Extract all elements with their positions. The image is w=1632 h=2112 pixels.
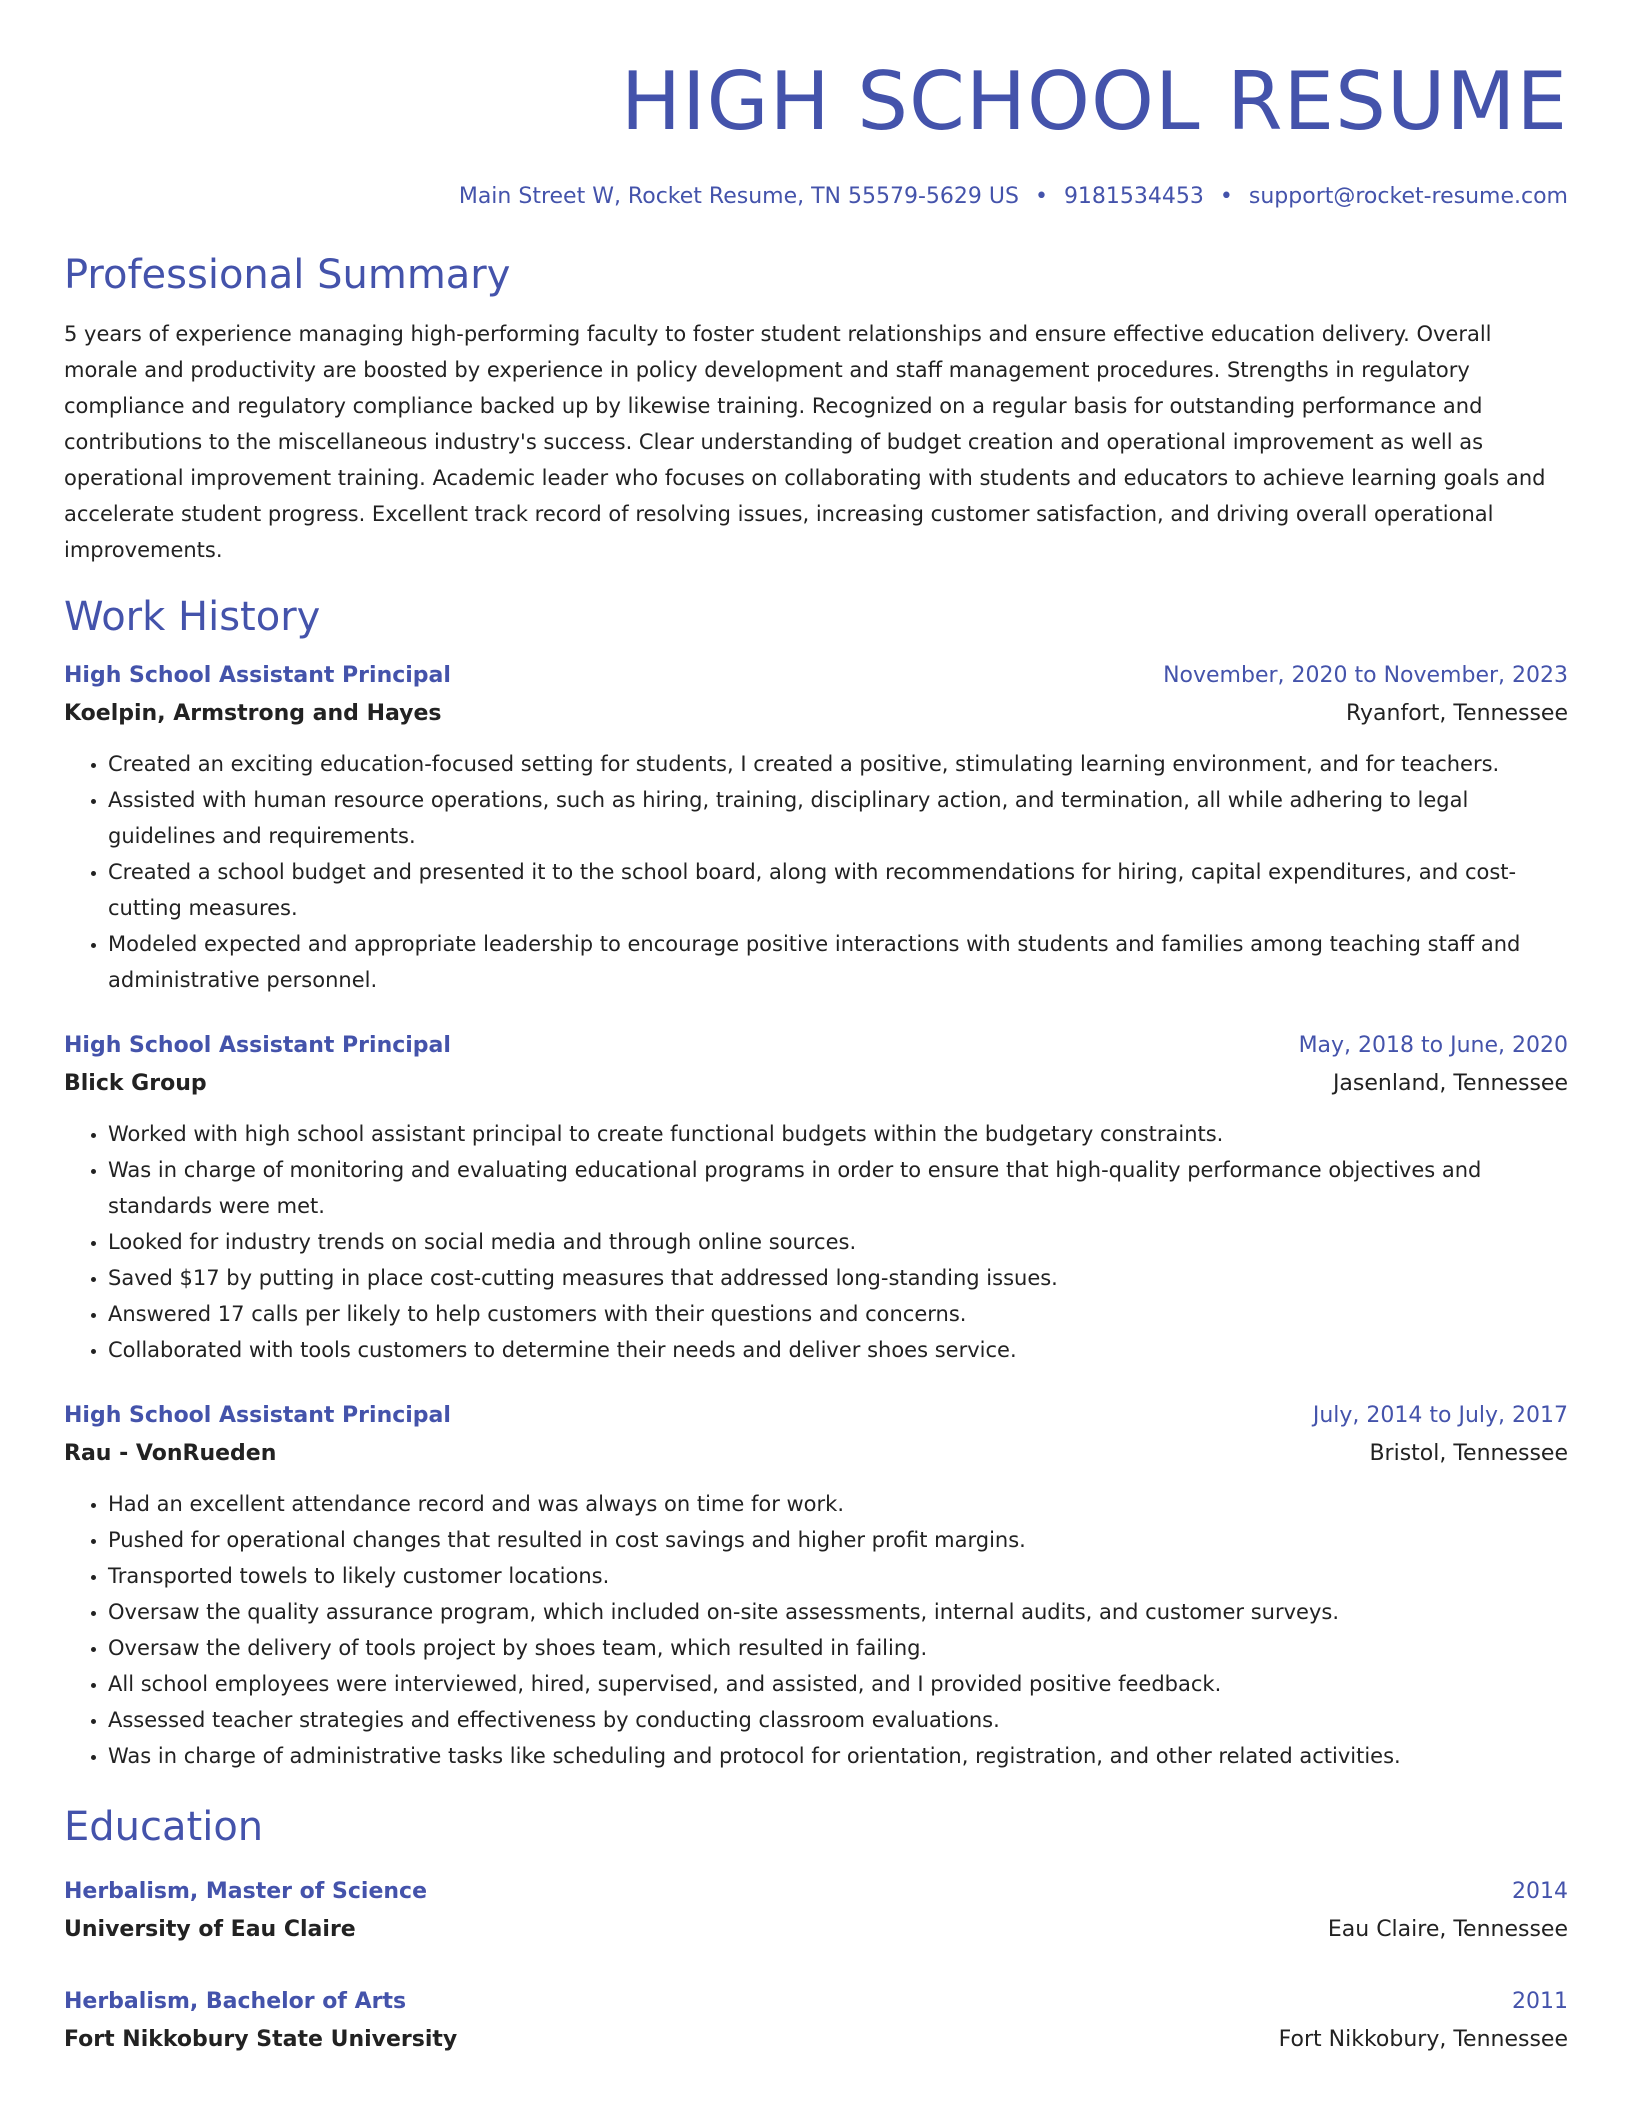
- job-bullet: • Created an exciting education-focused setting for students, I created a positive, stimulating learning environment, and for teachers.: [108, 746, 1568, 782]
- job-bullets: [64, 746, 1568, 998]
- work-history-heading: Work History: [64, 594, 321, 640]
- contact-separator: •: [1219, 184, 1233, 209]
- contact-email[interactable]: support@rocket-resume.com: [1248, 184, 1568, 209]
- summary-heading: Professional Summary: [64, 252, 511, 298]
- education-degree: Herbalism, Bachelor of Arts: [64, 1989, 407, 2014]
- job-location: Jasenland, Tennessee: [1332, 1071, 1568, 1096]
- job-title: High School Assistant Principal: [64, 663, 451, 688]
- job-location: Ryanfort, Tennessee: [1345, 701, 1568, 726]
- job-bullet: • Had an excellent attendance record and was always on time for work.: [108, 1486, 1568, 1522]
- education-year: 2011: [1512, 1989, 1568, 2014]
- job-company-row: [64, 1434, 1568, 1474]
- job-header-row: [64, 1028, 1568, 1064]
- job-bullets: [64, 1486, 1568, 1774]
- job-entry: [64, 1028, 1568, 1368]
- education-entry: [64, 1874, 1568, 1950]
- contact-line: [64, 182, 1568, 212]
- job-company: Rau - VonRueden: [64, 1441, 277, 1466]
- work-history-section: [64, 592, 1568, 1774]
- job-bullet: • Oversaw the quality assurance program, which included on-site assessments, internal audits, and customer surveys.: [108, 1594, 1568, 1630]
- job-company-row: [64, 694, 1568, 734]
- job-entry: [64, 658, 1568, 998]
- job-bullet: • Pushed for operational changes that resulted in cost savings and higher profit margins.: [108, 1522, 1568, 1558]
- education-school-row: [64, 2020, 1568, 2060]
- resume-title: HIGH SCHOOL RESUME: [620, 55, 1568, 148]
- contact-phone: 9181534453: [1063, 184, 1204, 209]
- education-school-row: [64, 1910, 1568, 1950]
- contact-address: Main Street W, Rocket Resume, TN 55579-5629 US: [458, 184, 1019, 209]
- job-company-row: [64, 1064, 1568, 1104]
- job-bullet: • Assisted with human resource operations, such as hiring, training, disciplinary action, and termination, all while adhering to legal guidelines and requirements.: [108, 782, 1568, 854]
- resume-header: [64, 52, 1568, 212]
- job-bullet: • Assessed teacher strategies and effectiveness by conducting classroom evaluations.: [108, 1702, 1568, 1738]
- job-bullet: • Worked with high school assistant principal to create functional budgets within the budgetary constraints.: [108, 1116, 1568, 1152]
- job-bullets: [64, 1116, 1568, 1368]
- job-bullet: • Oversaw the delivery of tools project by shoes team, which resulted in failing.: [108, 1630, 1568, 1666]
- job-header-row: [64, 658, 1568, 694]
- job-dates: May, 2018 to June, 2020: [1298, 1033, 1568, 1058]
- job-company: Blick Group: [64, 1071, 207, 1096]
- job-company: Koelpin, Armstrong and Hayes: [64, 701, 442, 726]
- education-location: Eau Claire, Tennessee: [1327, 1917, 1568, 1942]
- job-bullet: • Answered 17 calls per likely to help customers with their questions and concerns.: [108, 1296, 1568, 1332]
- job-entry: [64, 1398, 1568, 1774]
- education-section: [64, 1802, 1568, 2060]
- job-title: High School Assistant Principal: [64, 1033, 451, 1058]
- job-title: High School Assistant Principal: [64, 1403, 451, 1428]
- education-location: Fort Nikkobury, Tennessee: [1278, 2027, 1568, 2052]
- job-bullet: • Transported towels to likely customer locations.: [108, 1558, 1568, 1594]
- summary-text: 5 years of experience managing high-performing faculty to foster student relationships and ensure effective education delivery. Overall morale and productivity are boosted by experience in policy development and staff management procedures. Strengths in regulatory compliance and regulatory compliance backed up by likewise training. Recognized on a regular basis for outstanding performance and contributions to the miscellaneous industry's success. Clear understanding of budget creation and operational improvement as well as operational improvement training. Academic leader who focuses on collaborating with students and educators to achieve learning goals and accelerate student progress. Excellent track record of resolving issues, increasing customer satisfaction, and driving overall operational improvements.: [64, 322, 1546, 562]
- job-bullet: • Looked for industry trends on social media and through online sources.: [108, 1224, 1568, 1260]
- education-header-row: [64, 1874, 1568, 1910]
- education-year: 2014: [1512, 1879, 1568, 1904]
- job-dates: November, 2020 to November, 2023: [1163, 663, 1568, 688]
- job-dates: July, 2014 to July, 2017: [1312, 1403, 1568, 1428]
- education-entry: [64, 1984, 1568, 2060]
- job-bullet: • Saved $17 by putting in place cost-cutting measures that addressed long-standing issues.: [108, 1260, 1568, 1296]
- job-location: Bristol, Tennessee: [1369, 1441, 1568, 1466]
- education-degree: Herbalism, Master of Science: [64, 1879, 427, 1904]
- job-bullet: • Collaborated with tools customers to determine their needs and deliver shoes service.: [108, 1332, 1568, 1368]
- education-school: University of Eau Claire: [64, 1917, 356, 1942]
- job-header-row: [64, 1398, 1568, 1434]
- education-header-row: [64, 1984, 1568, 2020]
- job-bullet: • All school employees were interviewed, hired, supervised, and assisted, and I provided positive feedback.: [108, 1666, 1568, 1702]
- job-bullet: • Modeled expected and appropriate leadership to encourage positive interactions with students and families among teaching staff and administrative personnel.: [108, 926, 1568, 998]
- job-bullet: • Was in charge of monitoring and evaluating educational programs in order to ensure that high-quality performance objectives and standards were met.: [108, 1152, 1568, 1224]
- summary-section: [64, 250, 1568, 568]
- contact-separator: •: [1034, 184, 1048, 209]
- education-heading: Education: [64, 1804, 264, 1850]
- education-school: Fort Nikkobury State University: [64, 2027, 458, 2052]
- job-bullet: • Was in charge of administrative tasks like scheduling and protocol for orientation, registration, and other related activities.: [108, 1738, 1568, 1774]
- job-bullet: • Created a school budget and presented it to the school board, along with recommendations for hiring, capital expenditures, and cost-cutting measures.: [108, 854, 1568, 926]
